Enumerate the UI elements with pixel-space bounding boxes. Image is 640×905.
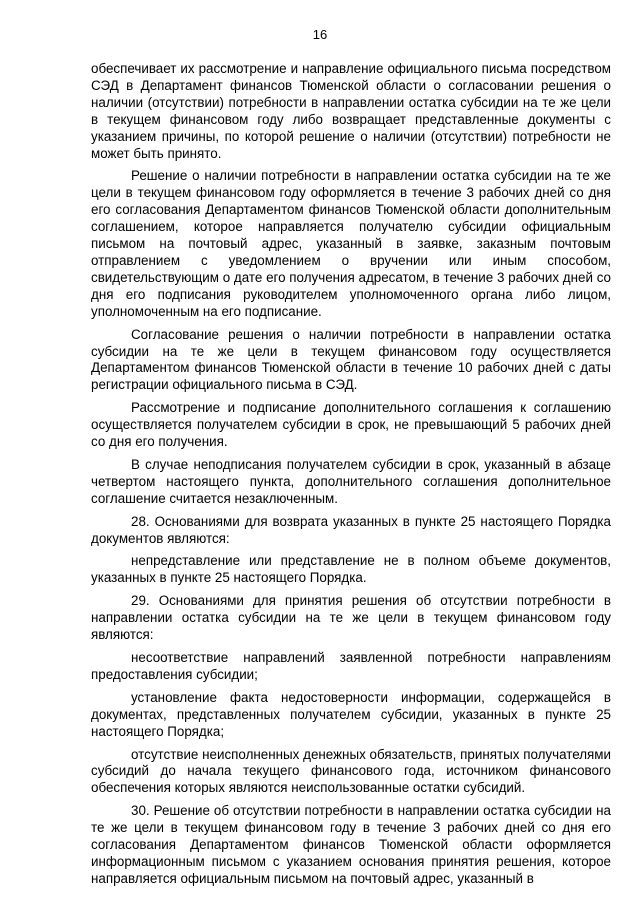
paragraph: Согласование решения о наличии потребности в направлении остатка субсидии на те же цели в текущем финансовом году осуществляется Департаментом финансов Тюменской области в течение 10 рабочих дней с даты регистрации официального письма в СЭД. <box>91 326 611 393</box>
paragraph: 30. Решение об отсутствии потребности в направлении остатка субсидии на те же цели в текущем финансовом году в течение 3 рабочих дней со дня его согласования Департаментом финансов Тюменской области оформляется информационным письмом с указанием основания принятия решения, которое направляется официальным письмом на почтовый адрес, указанный в <box>91 803 611 886</box>
page-number: 16 <box>312 27 328 42</box>
paragraph: В случае неподписания получателем субсидии в срок, указанный в абзаце четвертом настоящего пункта, дополнительного соглашения дополнительное соглашение считается незаключенным. <box>91 456 611 506</box>
paragraph: 29. Основаниями для принятия решения об отсутствии потребности в направлении остатка субсидии на те же цели в текущем финансовом году являются: <box>91 593 611 643</box>
paragraph: 28. Основаниями для возврата указанных в пункте 25 настоящего Порядка документов являются: <box>91 513 611 546</box>
paragraph: Рассмотрение и подписание дополнительного соглашения к соглашению осуществляется получателем субсидии в срок, не превышающий 5 рабочих дней со дня его получения. <box>91 400 611 450</box>
paragraph: непредставление или представление не в полном объеме документов, указанных в пункте 25 настоящего Порядка. <box>91 553 611 586</box>
paragraph: отсутствие неисполненных денежных обязательств, принятых получателями субсидий до начала текущего финансового года, источником финансового обеспечения которых являются неиспользованные остатки субсидий. <box>91 746 611 796</box>
document-body <box>91 61 611 894</box>
paragraph: несоответствие направлений заявленной потребности направлениям предоставления субсидии; <box>91 650 611 682</box>
paragraph: установление факта недостоверности информации, содержащейся в документах, представленных получателем субсидии, указанных в пункте 25 настоящего Порядка; <box>91 689 611 739</box>
paragraph: обеспечивает их рассмотрение и направление официального письма посредством СЭД в Департамент финансов Тюменской области о согласовании решения о наличии (отсутствии) потребности в направлении остатка субсидии на те же цели в текущем финансовом году либо возвращает представленные документы с указанием причины, по которой решение о наличии (отсутствии) потребности не может быть принято. <box>91 61 611 161</box>
paragraph: Решение о наличии потребности в направлении остатка субсидии на те же цели в текущем финансовом году оформляется в течение 3 рабочих дней со дня его согласования Департаментом финансов Тюменской области дополнительным соглашением, которое направляется получателю субсидии официальным письмом на почтовый адрес, указанный в заявке, заказным почтовым отправлением с уведомлением о вручении или иным способом, свидетельствующим о дате его получения адресатом, в течение 3 рабочих дней со дня его подписания руководителем уполномоченного органа либо лицом, уполномоченным на его подписание. <box>91 168 611 319</box>
